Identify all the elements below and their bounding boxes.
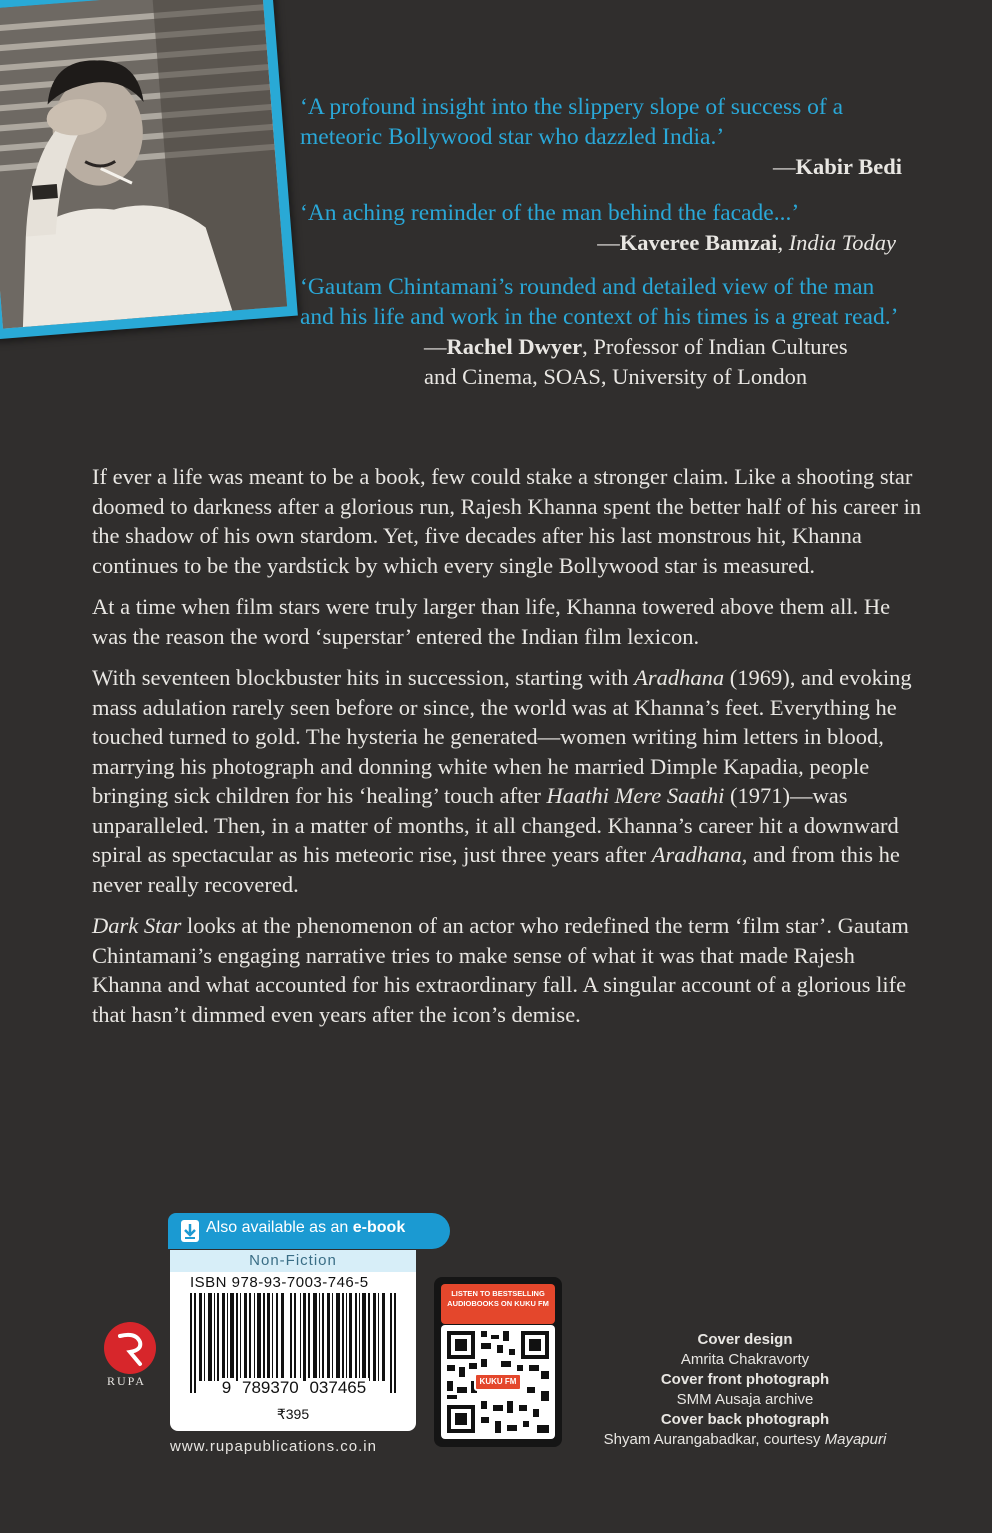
ebook-banner <box>168 1213 450 1249</box>
blurb-paragraph-4: Dark Star looks at the phenomenon of an actor who redefined the term ‘film star’. Gautam Chintamani’s engaging narrative tries to make sense of what it was that made Rajesh Khanna and what accounted for his extraordinary fall. A singular account of a glorious life that hasn’t dimmed even years after the icon’s demise. <box>92 913 909 1027</box>
blurb-paragraph-2: At a time when film stars were truly larger than life, Khanna towered above them all. He was the reason the word ‘superstar’ entered the Indian film lexicon. <box>92 594 891 649</box>
price-label: ₹395 <box>276 1406 310 1422</box>
kuku-fm-card <box>434 1277 562 1447</box>
quote-2-source: India Today <box>788 230 896 255</box>
ebook-label: Also available as an e-book <box>206 1219 406 1236</box>
author-photo-frame <box>0 0 298 339</box>
quote-1-author: Kabir Bedi <box>795 154 902 179</box>
kuku-fm-logo: KUKU FM <box>474 1373 522 1391</box>
quote-3-text: ‘Gautam Chintamani’s rounded and detailed view of the man and his life and work in the context of his times is a great read.’ <box>300 274 899 330</box>
barcode-digits: 9 789370 037465 <box>178 1378 410 1398</box>
barcode-label <box>170 1250 416 1431</box>
photo-illustration <box>0 0 287 329</box>
quote-3-author: Rachel Dwyer <box>446 334 583 359</box>
rupa-logo-icon <box>100 1318 160 1378</box>
quote-3-role: and Cinema, SOAS, University of London <box>424 364 808 389</box>
credit-front-label: Cover front photograph <box>660 1371 830 1388</box>
quote-2-author: Kaveree Bamzai <box>619 230 778 255</box>
credit-front-name: SMM Ausaja archive <box>676 1391 814 1408</box>
quote-2-attribution: —Kaveree Bamzai, India Today <box>597 230 896 255</box>
publisher-name: RUPA <box>107 1374 146 1388</box>
credit-back-name: Shyam Aurangabadkar, courtesy Mayapuri <box>603 1431 887 1448</box>
rajesh-khanna-photo <box>0 0 287 329</box>
cover-credits <box>560 1330 930 1450</box>
quote-3-attribution: —Rachel Dwyer, Professor of Indian Cultures <box>424 334 848 359</box>
kuku-headline: LISTEN TO BESTSELLING AUDIOBOOKS ON KUKU FM <box>441 1284 555 1324</box>
publisher-website: www.rupapublications.co.in <box>170 1438 377 1455</box>
credit-design-label: Cover design <box>697 1331 793 1348</box>
quote-1-text: ‘A profound insight into the slippery slope of success of a meteoric Bollywood star who dazzled India.’ <box>300 94 844 150</box>
quote-2-text: ‘An aching reminder of the man behind the facade...’ <box>300 200 800 226</box>
blurb-paragraph-3: With seventeen blockbuster hits in succession, starting with Aradhana (1969), and evoking mass adulation rarely seen before or since, the world was at Khanna’s feet. Everything he touched turned to gold. The hysteria he generated—women writing him letters in blood, marrying his photograph and donning white when he married Dimple Kapadia, people bringing sick children for his ‘healing’ touch after Haathi Mere Saathi (1971)—was unparalleled. Then, in a matter of months, it all changed. Khanna’s career hit a downward spiral as spectacular as his meteoric rise, just three years after Aradhana, and from this he never really recovered. <box>92 665 912 897</box>
blurb-paragraph-1: If ever a life was meant to be a book, few could stake a stronger claim. Like a shooting star doomed to darkness after a glorious run, Rajesh Khanna spent the better half of his career in the shadow of his own stardom. Yet, five decades after his last monstrous hit, Khanna continues to be the yardstick by which every single Bollywood star is measured. <box>92 464 922 578</box>
download-icon <box>180 1219 200 1243</box>
credit-design-name: Amrita Chakravorty <box>680 1351 810 1368</box>
genre-label: Non-Fiction <box>170 1250 416 1272</box>
credit-back-label: Cover back photograph <box>660 1411 830 1428</box>
quote-1-attribution: —Kabir Bedi <box>773 154 902 179</box>
isbn-number: ISBN 978-93-7003-746-5 <box>190 1274 369 1291</box>
book-blurb <box>92 462 922 1041</box>
